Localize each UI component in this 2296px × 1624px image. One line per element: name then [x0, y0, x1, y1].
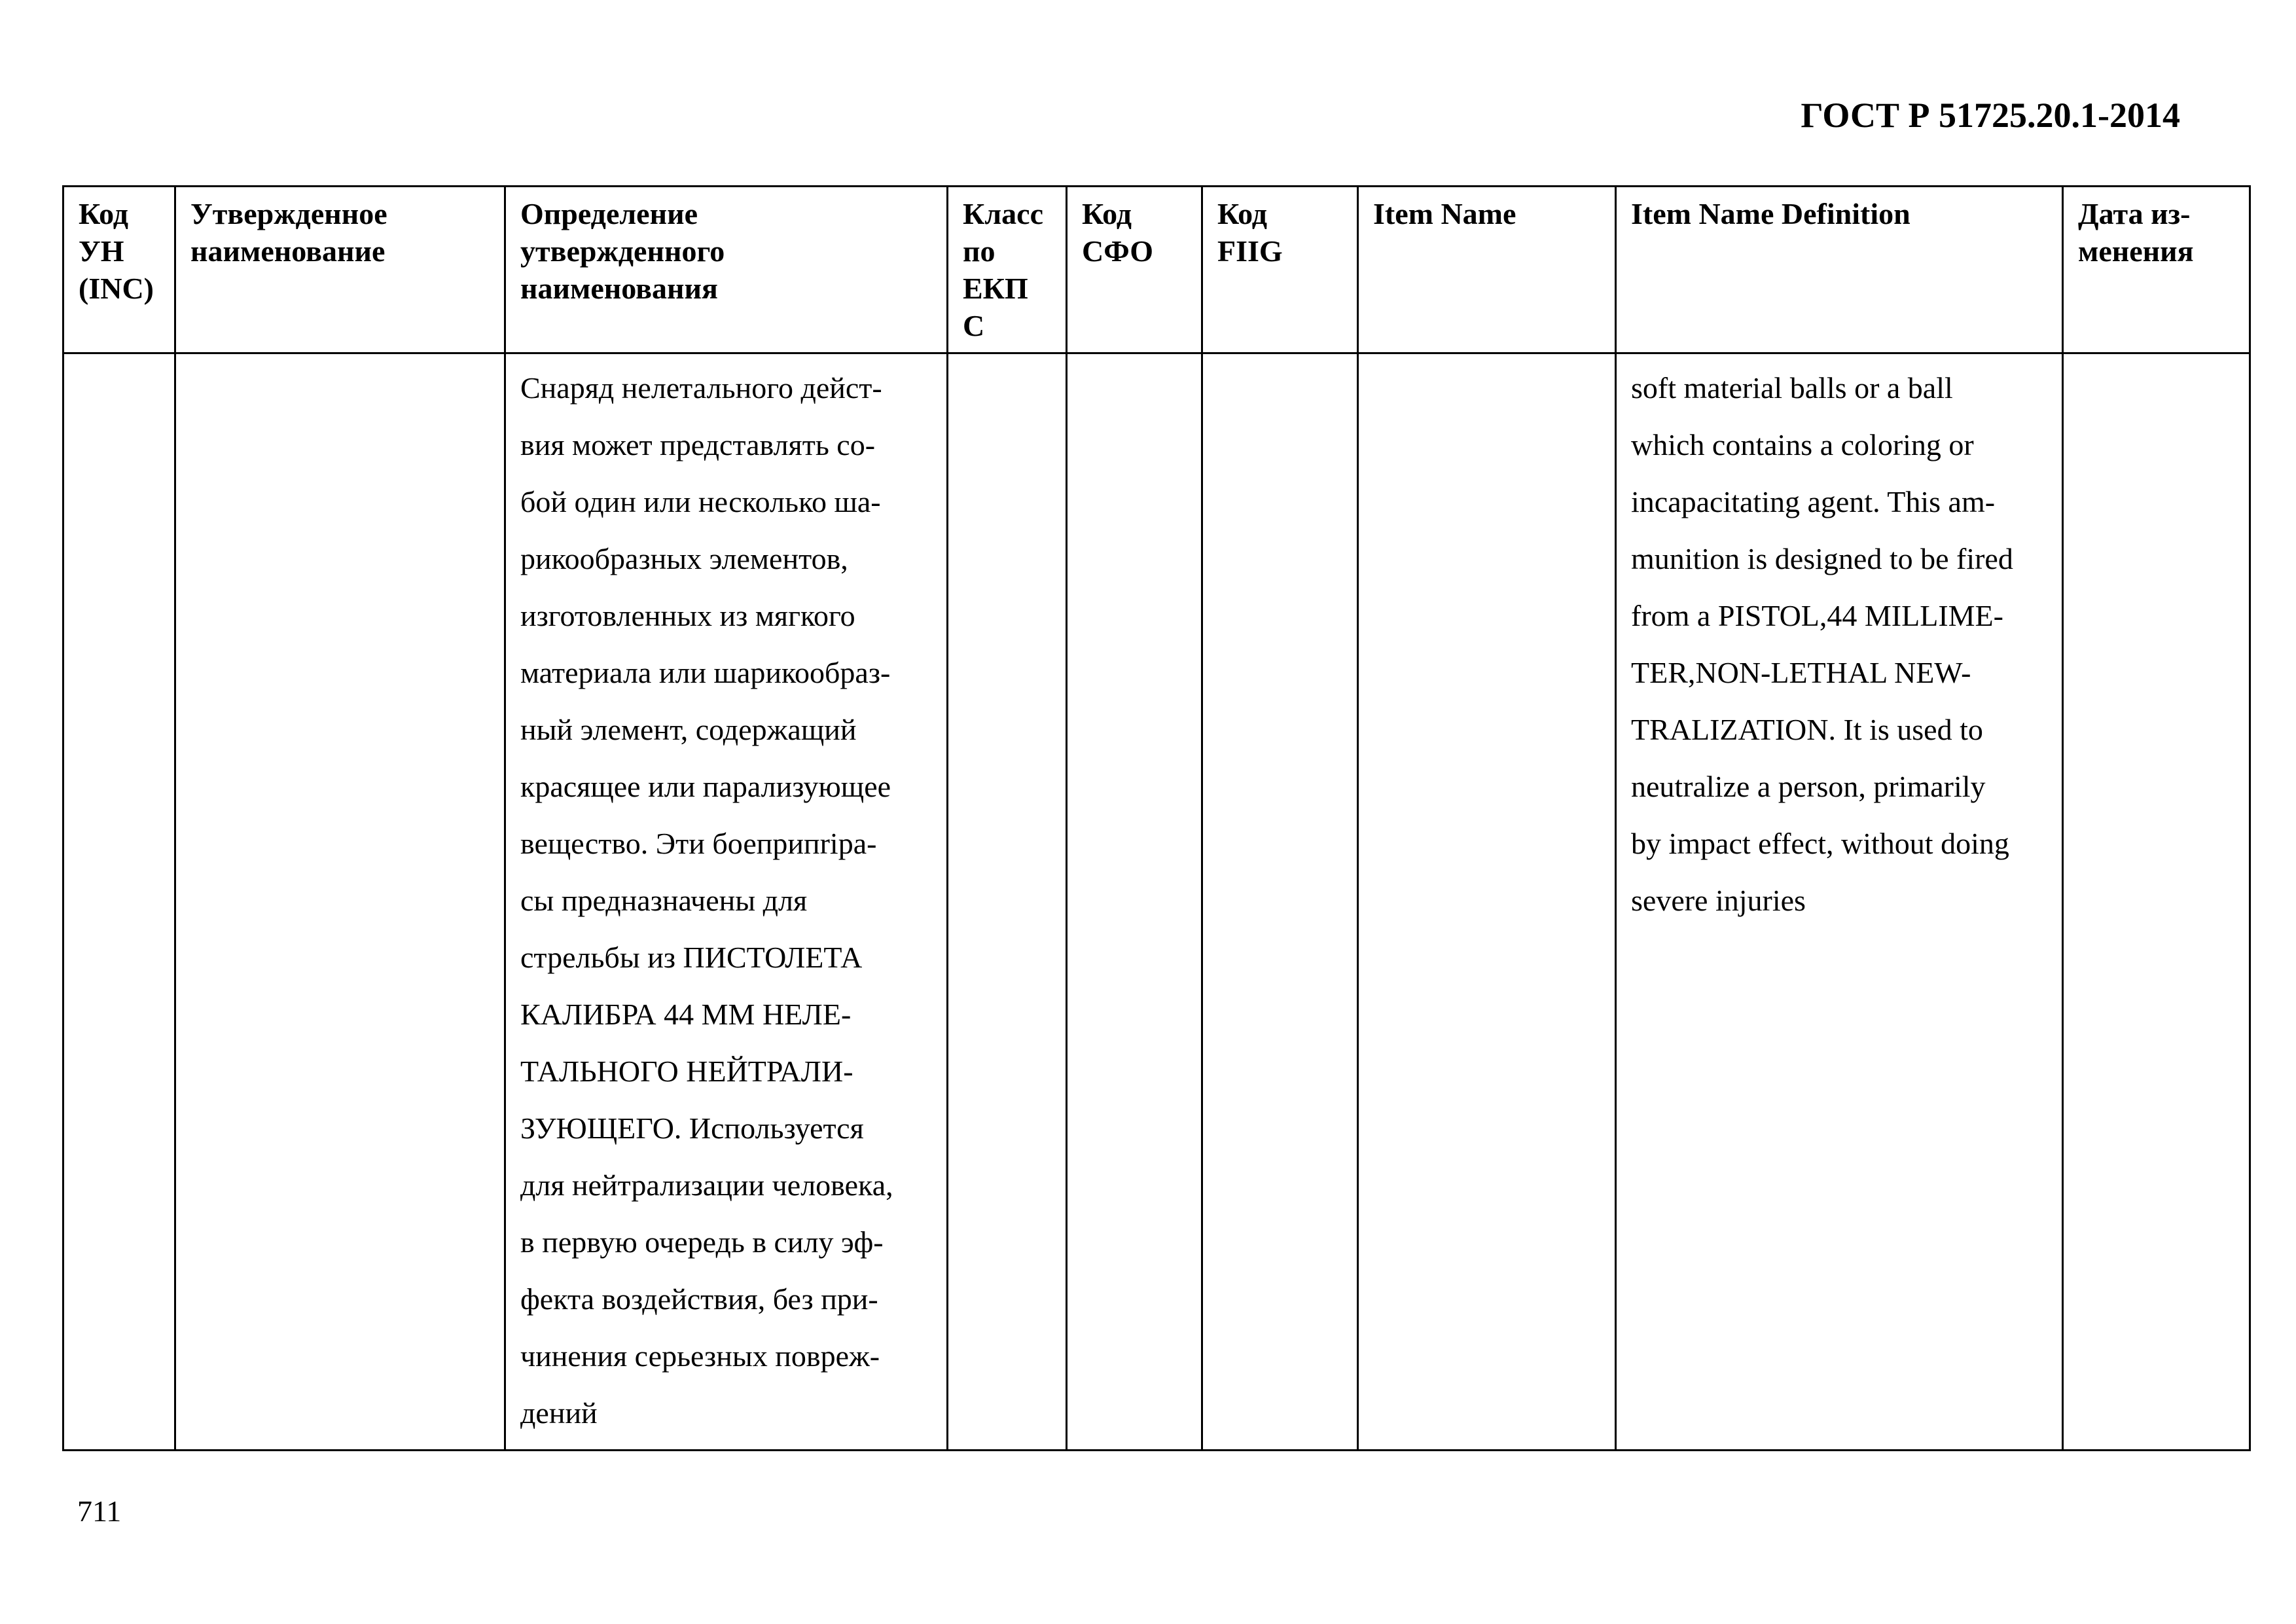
cell-item-name-definition	[1616, 353, 2063, 1451]
document-code: ГОСТ Р 51725.20.1-2014	[1801, 96, 2180, 135]
column-header-item-name: Item Name	[1358, 187, 1616, 353]
cell-item-name	[1358, 353, 1616, 1451]
definition-text: Снаряд нелетального дейст- вия может представлять со- бой один или несколько ша- рикообразных элементов, изготовленных из мягкого материала или шарикообраз- ный элемент, содержащий красящее или парализующее вещество. Эти боеприпripa- сы предназначены для стрельбы из ПИСТОЛЕТА КАЛИБРА 44 ММ НЕЛЕ- ТАЛЬНОГО НЕЙТРАЛИ- ЗУЮЩЕГО. Используется для нейтрализации человека, в первую очередь в силу эф- фекта воздействия, без при- чинения серьезных повреж- дений	[520, 371, 893, 1430]
column-header-definition: Определение утвержденного наименования	[505, 187, 948, 353]
table-header-row	[63, 187, 2250, 353]
column-header-change-date: Дата из- менения	[2063, 187, 2250, 353]
cell-approved-name	[175, 353, 505, 1451]
column-header-inc-code: Код УН (INC)	[63, 187, 175, 353]
specification-table	[62, 185, 2251, 1451]
column-header-item-name-definition: Item Name Definition	[1616, 187, 2063, 353]
cell-inc-code	[63, 353, 175, 1451]
item-name-definition-text: soft material balls or a ball which contains a coloring or incapacitating agent. This am- munition is designed to be fired from a PISTOL,44 MILLIME- TER,NON-LETHAL NEW- TRALIZATION. It is used to neutralize a person, primarily by impact effect, without doing severe injuries	[1631, 371, 2013, 917]
page-number: 711	[77, 1494, 122, 1528]
column-header-approved-name: Утвержденное наименование	[175, 187, 505, 353]
cell-change-date	[2063, 353, 2250, 1451]
cell-class	[948, 353, 1067, 1451]
cell-definition	[505, 353, 948, 1451]
column-header-fiig-code: Код FIIG	[1202, 187, 1358, 353]
cell-sfo-code	[1067, 353, 1202, 1451]
column-header-class: Класс по ЕКП С	[948, 187, 1067, 353]
column-header-sfo-code: Код СФО	[1067, 187, 1202, 353]
table-row	[63, 353, 2250, 1451]
cell-fiig-code	[1202, 353, 1358, 1451]
